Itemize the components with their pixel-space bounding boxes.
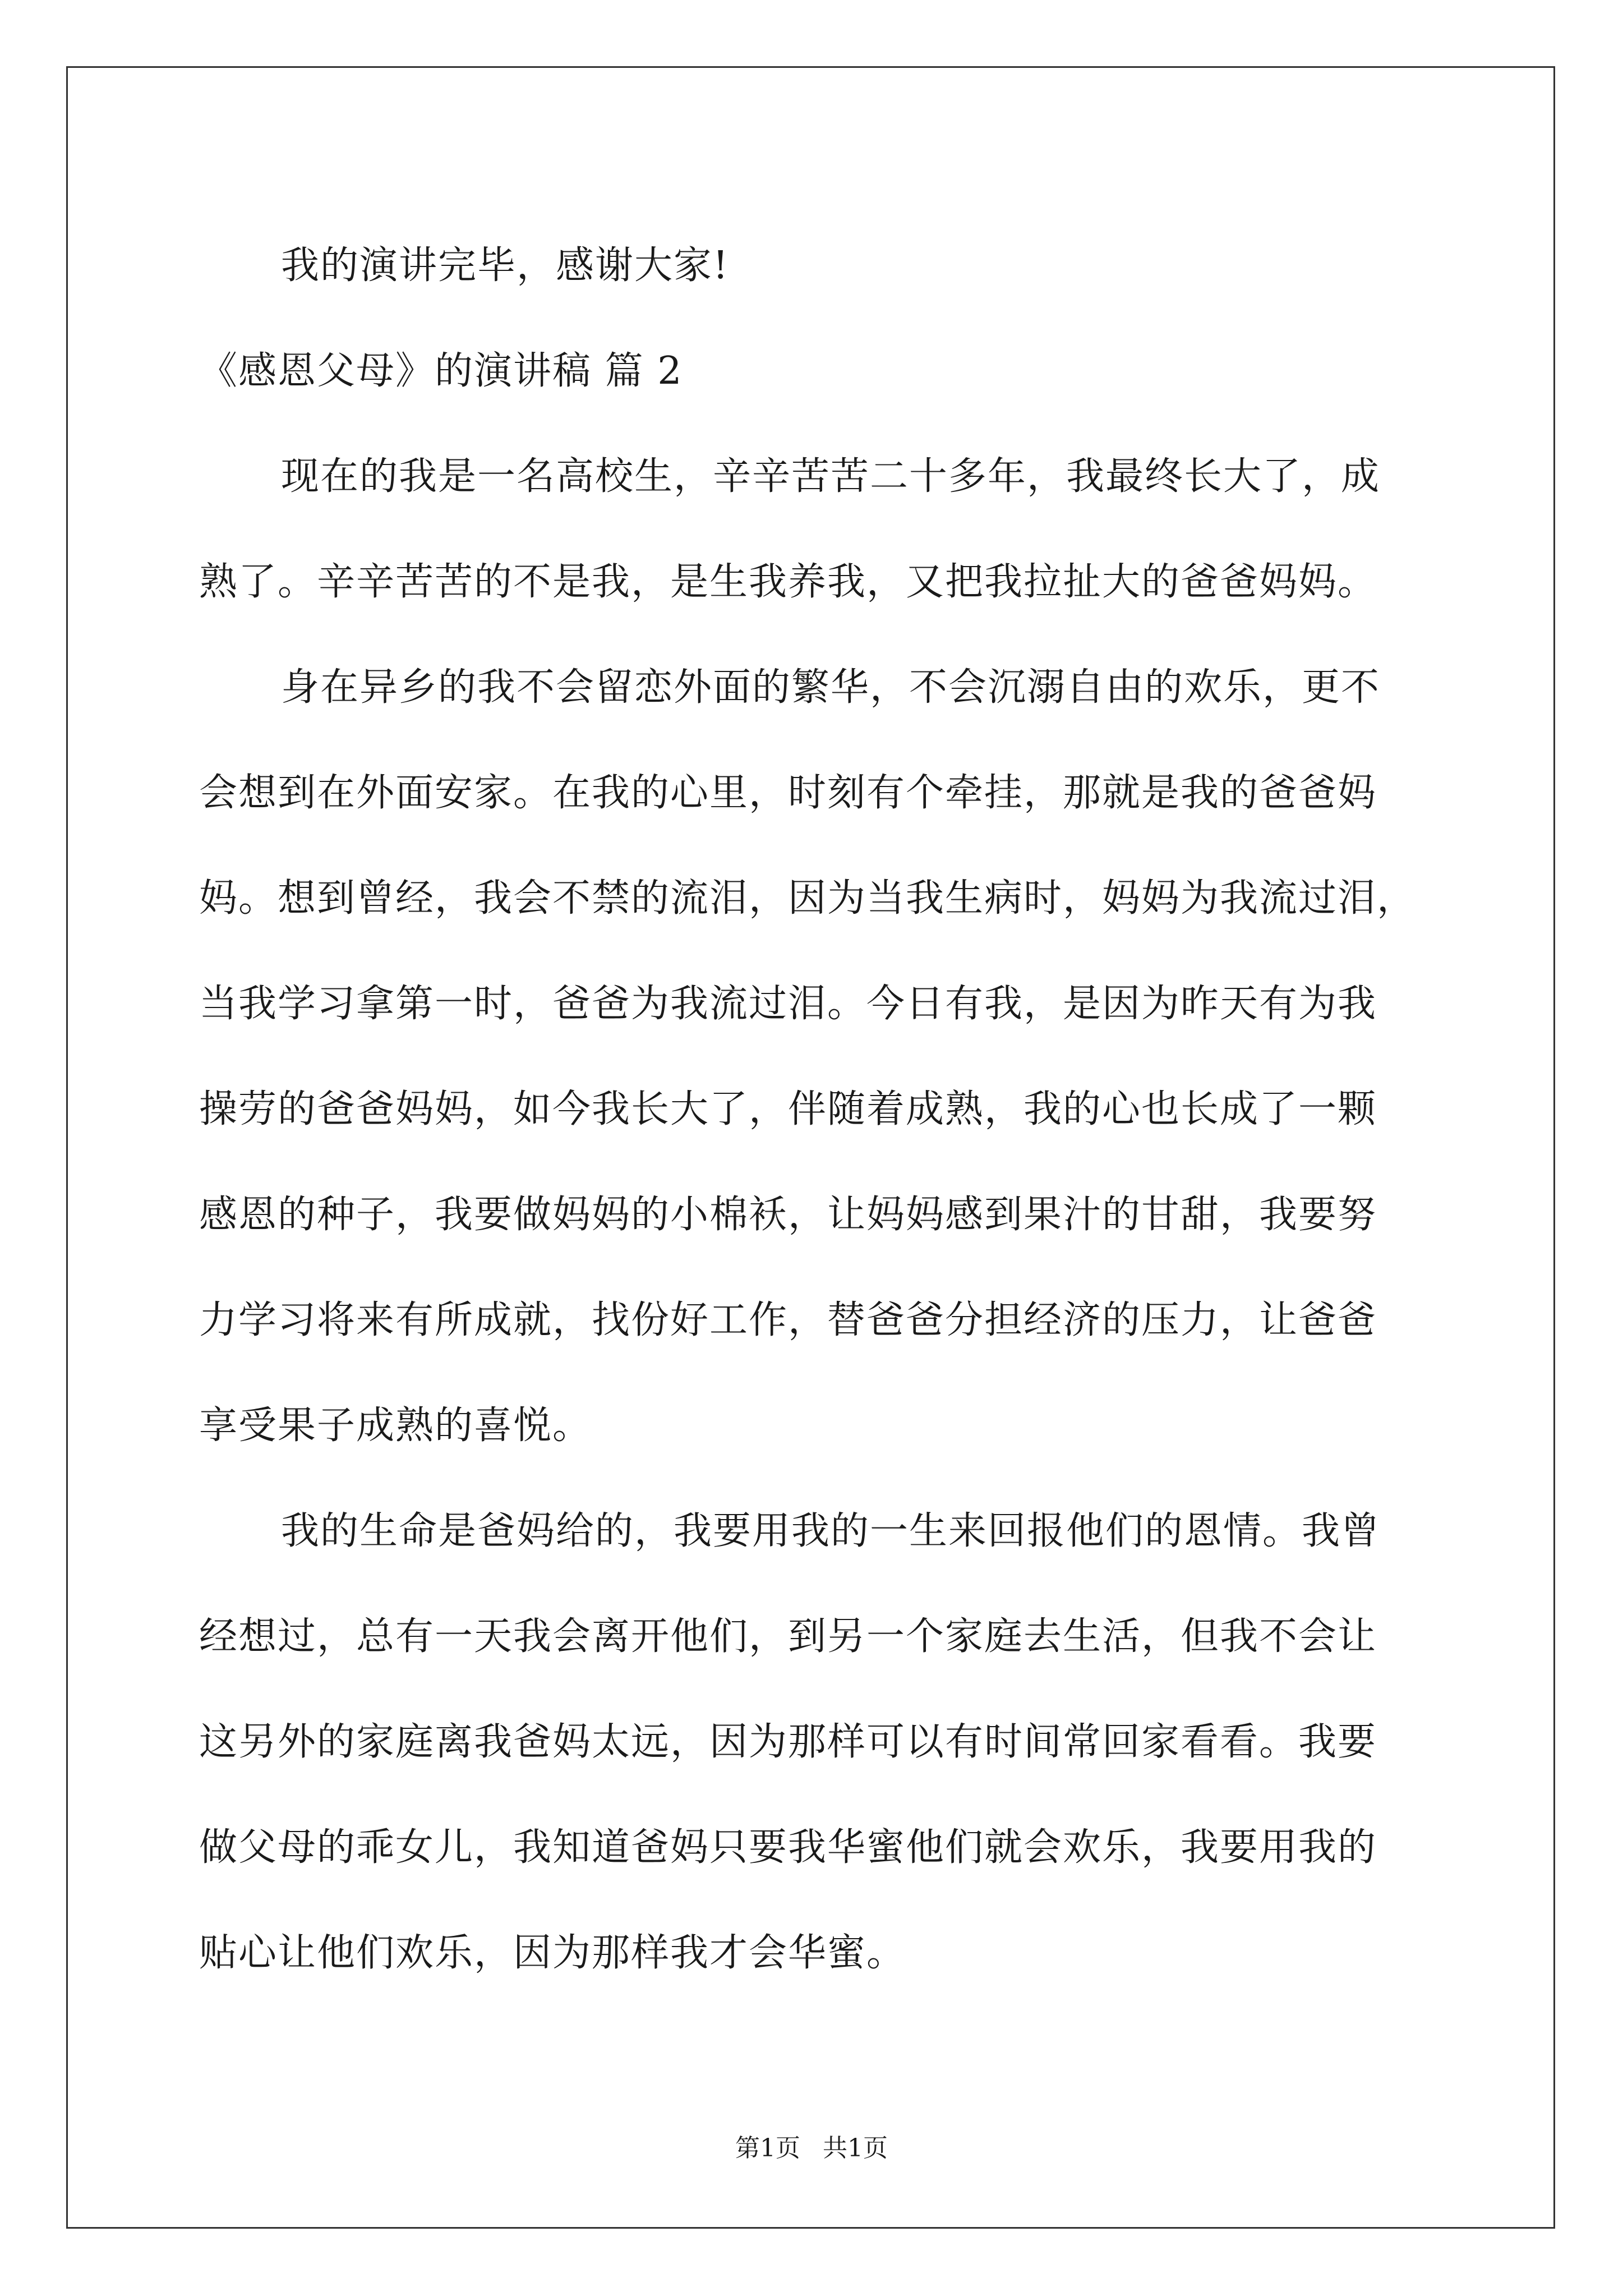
text-line: 妈。想到曾经，我会不禁的流泪，因为当我生病时，妈妈为我流过泪， bbox=[199, 876, 1417, 921]
page-total: 共1页 bbox=[823, 2134, 888, 2162]
text-line: 我的生命是爸妈给的，我要用我的一生来回报他们的恩情。我曾 bbox=[281, 1509, 1381, 1553]
text-line: 享受果子成熟的喜悦。 bbox=[199, 1404, 592, 1448]
page-footer bbox=[0, 2132, 1623, 2165]
closing-line: 我的演讲完毕，感谢大家! bbox=[281, 243, 730, 288]
text-line: 经想过，总有一天我会离开他们，到另一个家庭去生活，但我不会让 bbox=[199, 1614, 1377, 1659]
paragraph-1 bbox=[199, 424, 1433, 635]
text-line: 熟了。辛辛苦苦的不是我，是生我养我，又把我拉扯大的爸爸妈妈。 bbox=[199, 560, 1377, 604]
text-line: 力学习将来有所成就，找份好工作，替爸爸分担经济的压力，让爸爸 bbox=[199, 1298, 1377, 1342]
document-body bbox=[199, 213, 1433, 2006]
paragraph-3 bbox=[199, 1479, 1433, 2006]
section-heading: 《感恩父母》的演讲稿 篇 2 bbox=[199, 349, 683, 393]
text-line: 操劳的爸爸妈妈，如今我长大了，伴随着成熟，我的心也长成了一颗 bbox=[199, 1087, 1377, 1131]
text-line: 会想到在外面安家。在我的心里，时刻有个牵挂，那就是我的爸爸妈 bbox=[199, 771, 1377, 815]
text-line: 贴心让他们欢乐，因为那样我才会华蜜。 bbox=[199, 1931, 906, 1975]
paragraph-2 bbox=[199, 635, 1433, 1479]
text-line: 当我学习拿第一时，爸爸为我流过泪。今日有我，是因为昨天有为我 bbox=[199, 982, 1377, 1026]
text-line: 现在的我是一名高校生，辛辛苦苦二十多年，我最终长大了，成 bbox=[281, 454, 1381, 499]
page-number: 第1页 bbox=[735, 2134, 800, 2162]
text-line: 这另外的家庭离我爸妈太远，因为那样可以有时间常回家看看。我要 bbox=[199, 1720, 1377, 1764]
text-line: 身在异乡的我不会留恋外面的繁华，不会沉溺自由的欢乐，更不 bbox=[281, 665, 1381, 710]
text-line: 做父母的乖女儿，我知道爸妈只要我华蜜他们就会欢乐，我要用我的 bbox=[199, 1825, 1377, 1870]
text-line: 感恩的种子，我要做妈妈的小棉袄，让妈妈感到果汁的甘甜，我要努 bbox=[199, 1193, 1377, 1237]
